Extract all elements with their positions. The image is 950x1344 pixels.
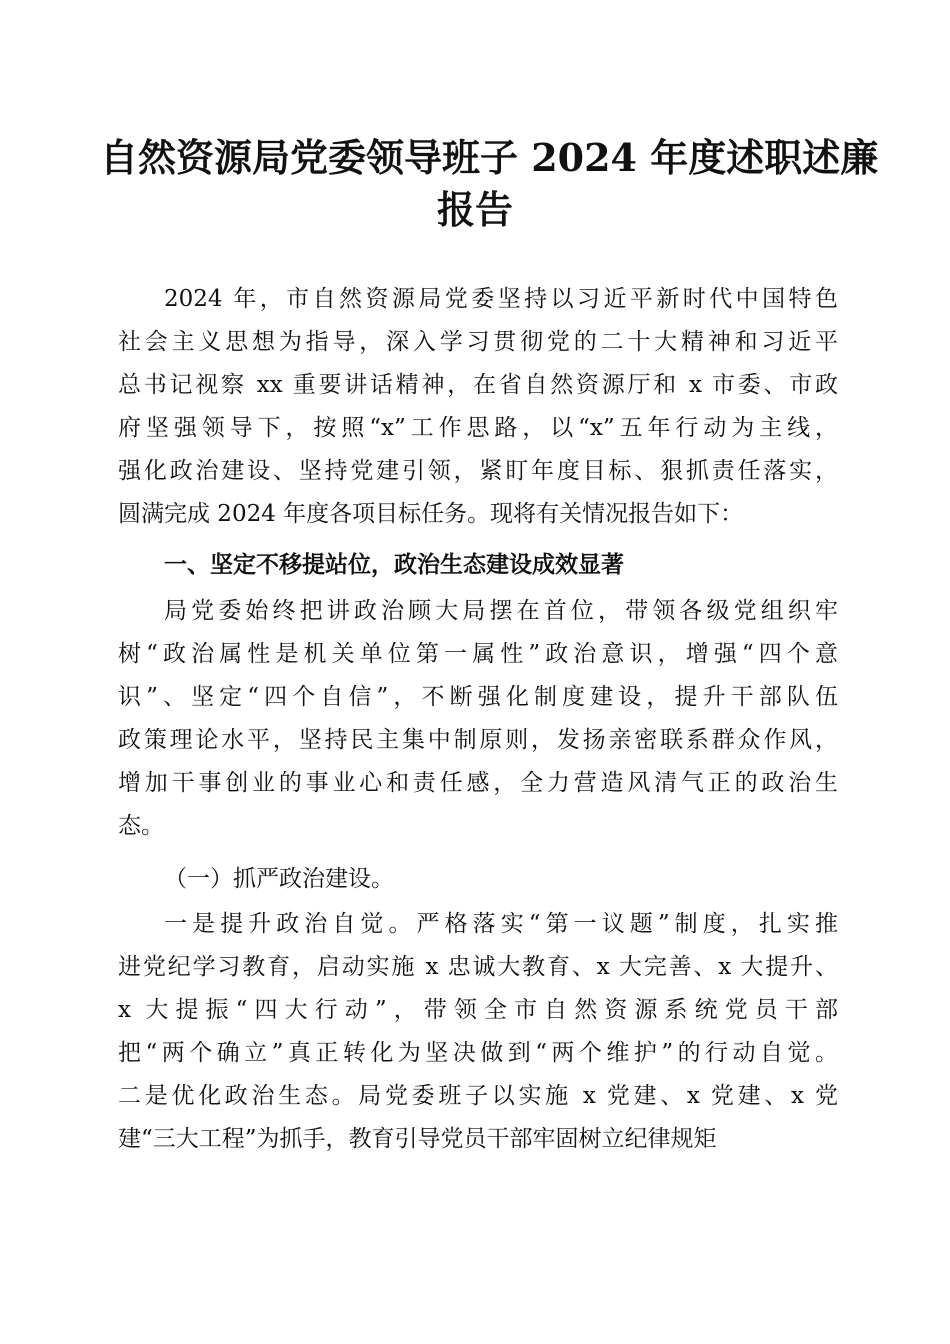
title-line-1: 自然资源局党委领导班子 2024 年度述职述廉 — [100, 135, 879, 180]
section1-line-3: 识”、坚定“四个自信”，不断强化制度建设，提升干部队伍 — [118, 684, 838, 710]
intro-line-4: 府坚强领导下，按照“x”工作思路，以“x”五年行动为主线， — [118, 415, 838, 441]
intro-line-6: 圆满完成 2024 年度各项目标任务。现将有关情况报告如下： — [118, 501, 744, 527]
section1-line-2: 树“政治属性是机关单位第一属性”政治意识，增强“四个意 — [118, 641, 838, 667]
subsection1-line-5: 二是优化政治生态。局党委班子以实施 x 党建、x 党建、x 党 — [118, 1083, 838, 1109]
intro-line-2: 社会主义思想为指导，深入学习贯彻党的二十大精神和习近平 — [118, 329, 838, 355]
subsection1-line-1: 一是提升政治自觉。严格落实“第一议题”制度，扎实推 — [164, 911, 838, 937]
subsection-heading-1: （一）抓严政治建设。 — [164, 866, 394, 892]
section1-line-4: 政策理论水平，坚持民主集中制原则，发扬亲密联系群众作风， — [118, 727, 838, 753]
subsection1-line-2: 进党纪学习教育，启动实施 x 忠诚大教育、x 大完善、x 大提升、 — [118, 954, 838, 980]
section1-line-1: 局党委始终把讲政治顾大局摆在首位，带领各级党组织牢 — [164, 598, 838, 624]
intro-line-3: 总书记视察 xx 重要讲话精神，在省自然资源厅和 x 市委、市政 — [118, 372, 838, 398]
intro-line-1: 2024 年，市自然资源局党委坚持以习近平新时代中国特色 — [164, 286, 838, 312]
intro-line-5: 强化政治建设、坚持党建引领，紧盯年度目标、狠抓责任落实， — [118, 458, 838, 484]
subsection1-line-4: 把“两个确立”真正转化为坚决做到“两个维护”的行动自觉。 — [118, 1040, 838, 1066]
subsection1-line-6: 建“三大工程”为抓手，教育引导党员干部牢固树立纪律规矩 — [118, 1126, 717, 1152]
section1-line-5: 增加干事创业的事业心和责任感，全力营造风清气正的政治生 — [118, 770, 838, 796]
section-heading-1: 一、坚定不移提站位，政治生态建设成效显著 — [164, 552, 624, 578]
subsection1-line-3: x 大提振“四大行动”，带领全市自然资源系统党员干部 — [118, 997, 838, 1023]
document-title — [100, 132, 879, 236]
title-line-2: 报告 — [436, 187, 513, 232]
section1-line-6: 态。 — [118, 813, 164, 839]
